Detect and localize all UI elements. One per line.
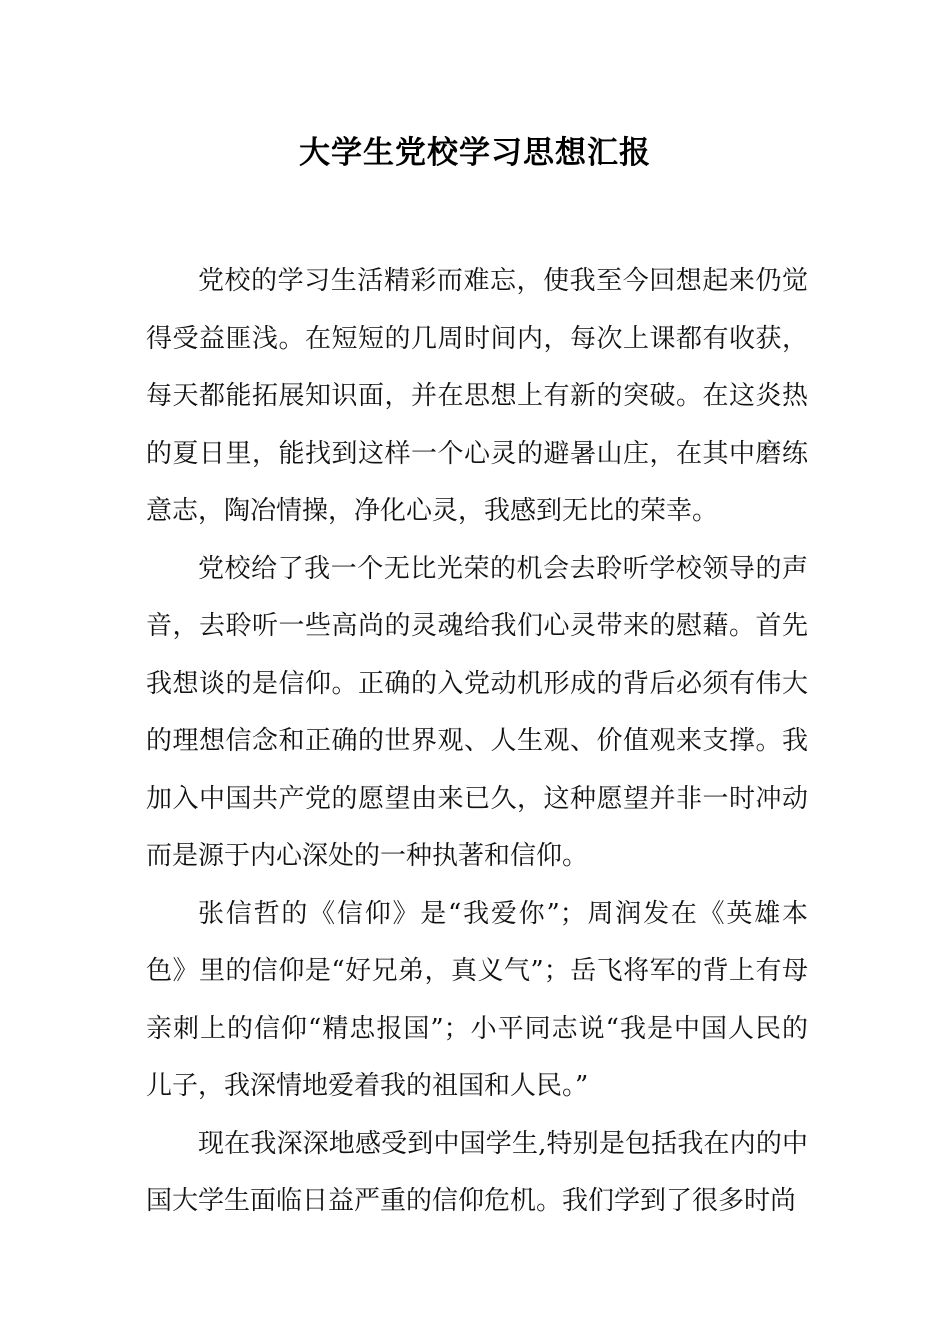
paragraph: 张信哲的《信仰》是“我爱你”；周润发在《英雄本色》里的信仰是“好兄弟，真义气”；岳飞将军的背上有母亲刺上的信仰“精忠报国”；小平同志说“我是中国人民的儿子，我深情地爱着我的祖国和人民。”	[146, 898, 808, 1101]
document-title: 大学生党校学习思想汇报	[299, 135, 651, 171]
paragraph: 党校给了我一个无比光荣的机会去聆听学校领导的声音，去聆听一些高尚的灵魂给我们心灵带来的慰藉。首先我想谈的是信仰。正确的入党动机形成的背后必须有伟大的理想信念和正确的世界观、人生观、价值观来支撑。我加入中国共产党的愿望由来已久，这种愿望并非一时冲动而是源于内心深处的一种执著和信仰。	[146, 553, 808, 871]
document-body	[146, 253, 808, 1231]
paragraph: 党校的学习生活精彩而难忘，使我至今回想起来仍觉得受益匪浅。在短短的几周时间内，每次上课都有收获，每天都能拓展知识面，并在思想上有新的突破。在这炎热的夏日里，能找到这样一个心灵的避暑山庄，在其中磨练意志，陶冶情操，净化心灵，我感到无比的荣幸。	[146, 266, 808, 526]
paragraph: 现在我深深地感受到中国学生,特别是包括我在内的中国大学生面临日益严重的信仰危机。我们学到了很多时尚	[146, 1128, 808, 1216]
